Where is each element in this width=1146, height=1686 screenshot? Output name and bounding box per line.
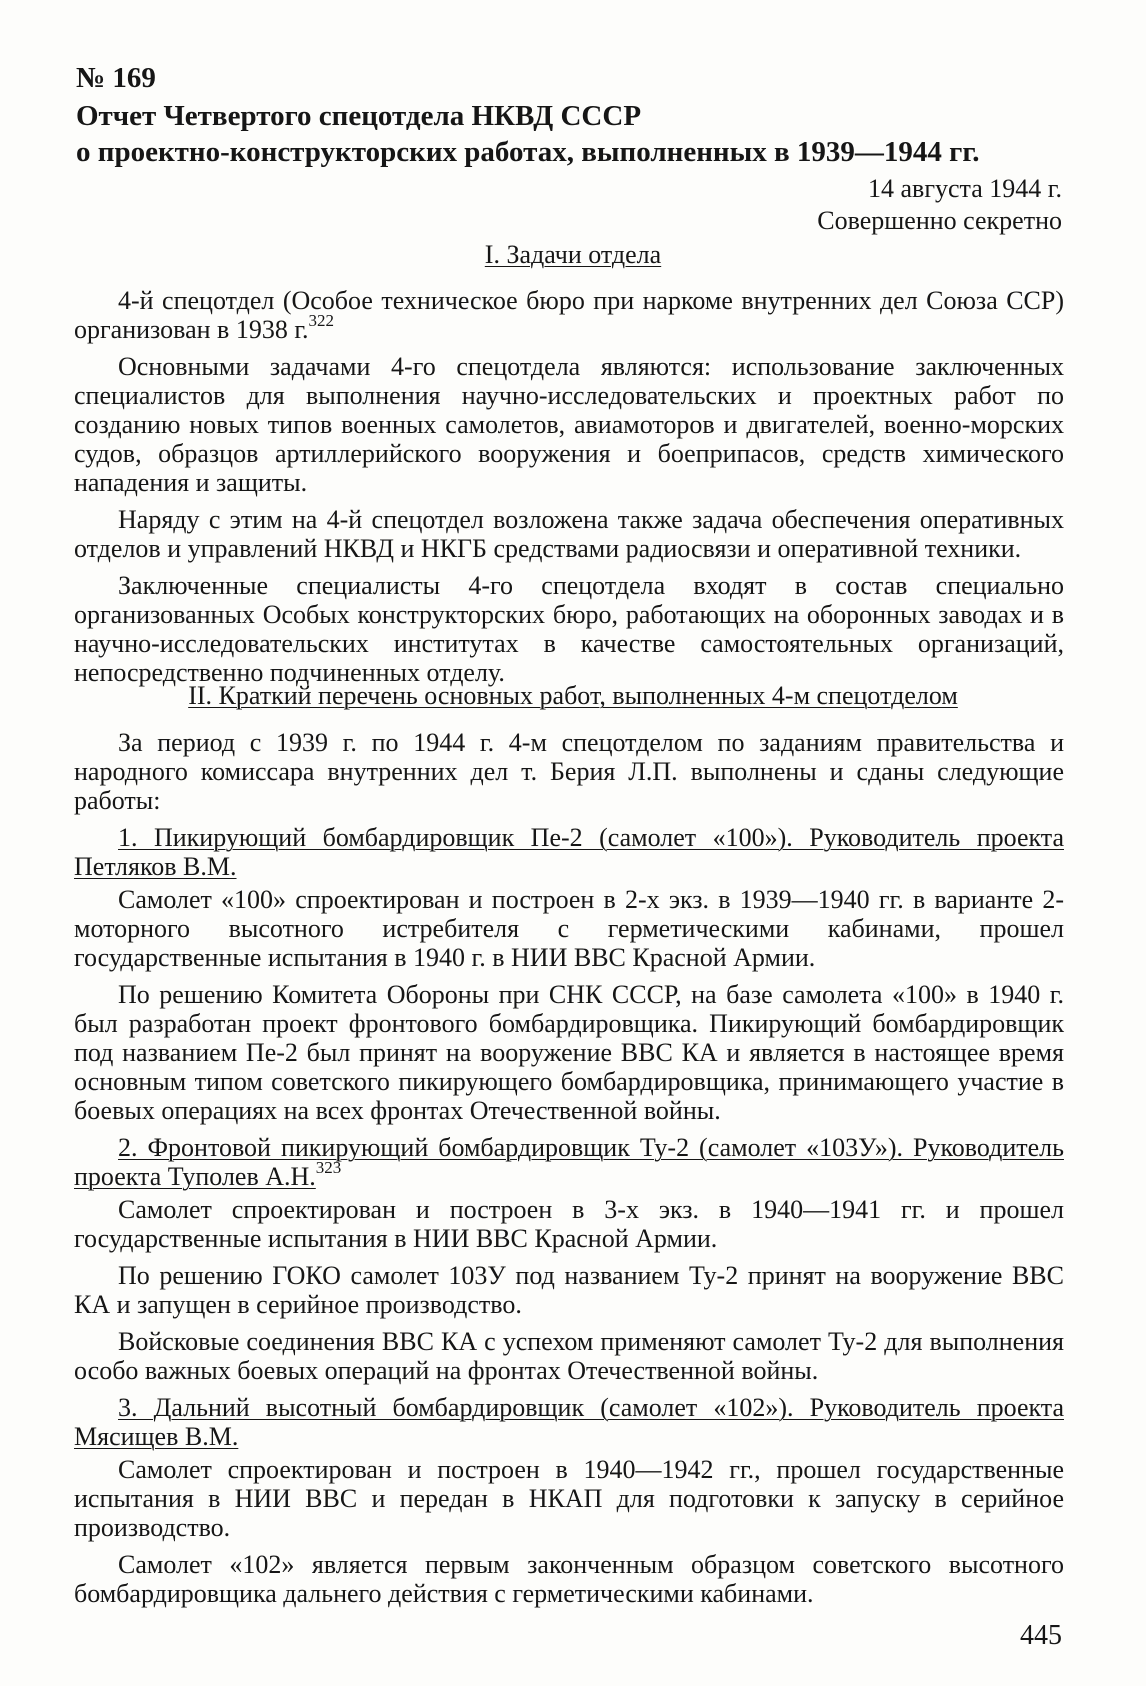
item-3-title-text: 3. Дальний высотный бомбардировщик (самолет «102»). Руководитель проекта Мясищев В.М. <box>74 1393 1064 1451</box>
paragraph: Войсковые соединения ВВС КА с успехом применяют самолет Ту-2 для выполнения особо важных боевых операций на фронтах Отечественной войны. <box>74 1327 1064 1385</box>
section-2-heading <box>0 681 1146 711</box>
section-1-heading-text: I. Задачи отдела <box>484 240 662 269</box>
paragraph: Заключенные специалисты 4-го спецотдела входят в состав специально организованных Особых конструкторских бюро, работающих на оборонных заводах и в научно-исследовательских институтах в качестве самостоятельных организаций, непосредственно подчиненных отделу. <box>74 571 1064 687</box>
footnote-ref: 322 <box>308 311 335 331</box>
item-2-title <box>74 1133 1064 1191</box>
paragraph: По решению Комитета Обороны при СНК СССР, на базе самолета «100» в 1940 г. был разработан проект фронтового бомбардировщика. Пикирующий бомбардировщик под названием Пе-2 был принят на вооружение ВВС КА и является в настоящее время основным типом советского пикирующего бомбардировщика, принимающего участие в боевых операциях на всех фронтах Отечественной войны. <box>74 980 1064 1125</box>
section-1-heading <box>0 240 1146 270</box>
page-number: 445 <box>1020 1620 1062 1651</box>
paragraph-text: 4-й спецотдел (Особое техническое бюро при наркоме внутренних дел Союза ССР) организован в 1938 г. <box>74 286 1064 344</box>
document-title <box>76 98 1066 171</box>
section-1-body <box>74 286 1064 695</box>
document-date: 14 августа 1944 г. <box>868 174 1062 203</box>
paragraph: Самолет спроектирован и построен в 3-х экз. в 1940—1941 гг. и прошел государственные испытания в НИИ ВВС Красной Армии. <box>74 1195 1064 1253</box>
paragraph <box>74 286 1064 344</box>
item-2-title-text: 2. Фронтовой пикирующий бомбардировщик Ту-2 (самолет «103У»). Руководитель проекта Туполев А.Н. <box>74 1133 1064 1191</box>
item-1-title <box>74 823 1064 881</box>
title-line-1: Отчет Четвертого спецотдела НКВД СССР <box>76 100 642 132</box>
paragraph: Самолет «102» является первым законченным образцом советского высотного бомбардировщика дальнего действия с герметическими кабинами. <box>74 1550 1064 1608</box>
classification-stamp: Совершенно секретно <box>817 206 1062 235</box>
paragraph: По решению ГОКО самолет 103У под названием Ту-2 принят на вооружение ВВС КА и запущен в серийное производство. <box>74 1261 1064 1319</box>
paragraph: Самолет спроектирован и построен в 1940—1942 гг., прошел государственные испытания в НИИ ВВС и передан в НКАП для подготовки к запуску в серийное производство. <box>74 1455 1064 1542</box>
section-2-body <box>74 728 1064 1616</box>
footnote-ref: 323 <box>315 1158 342 1178</box>
section-2-heading-text: II. Краткий перечень основных работ, выполненных 4-м спецотделом <box>188 681 958 710</box>
paragraph: Наряду с этим на 4-й спецотдел возложена также задача обеспечения оперативных отделов и управлений НКВД и НКГБ средствами радиосвязи и оперативной техники. <box>74 505 1064 563</box>
item-1-title-text: 1. Пикирующий бомбардировщик Пе-2 (самолет «100»). Руководитель проекта Петляков В.М. <box>74 823 1064 881</box>
title-line-2: о проектно-конструкторских работах, выполненных в 1939—1944 гг. <box>76 136 980 169</box>
paragraph: Основными задачами 4-го спецотдела являются: использование заключенных специалистов для выполнения научно-исследовательских и проектных работ по созданию новых типов военных самолетов, авиамоторов и двигателей, военно-морских судов, образцов артиллерийского вооружения и боеприпасов, средств химического нападения и защиты. <box>74 352 1064 497</box>
paragraph: Самолет «100» спроектирован и построен в 2-х экз. в 1939—1940 гг. в варианте 2-моторного высотного истребителя с герметическими кабинами, прошел государственные испытания в 1940 г. в НИИ ВВС Красной Армии. <box>74 885 1064 972</box>
paragraph: За период с 1939 г. по 1944 г. 4-м спецотделом по заданиям правительства и народного комиссара внутренних дел т. Берия Л.П. выполнены и сданы следующие работы: <box>74 728 1064 815</box>
item-3-title <box>74 1393 1064 1451</box>
document-number: № 169 <box>76 62 156 94</box>
